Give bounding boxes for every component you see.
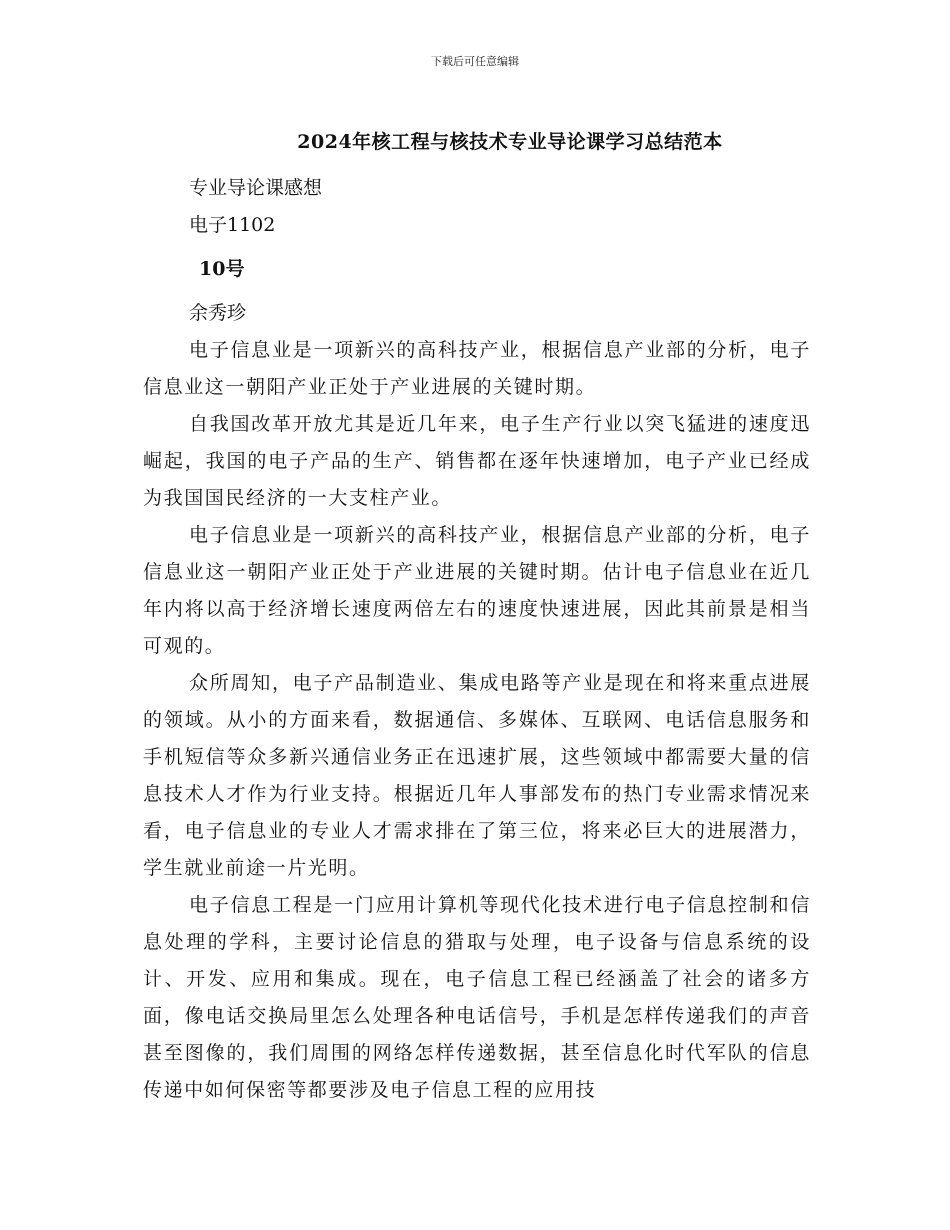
meta-author: 余秀珍 xyxy=(189,302,247,324)
meta-class: 电子1102 xyxy=(189,214,276,236)
document-title: 2024年核工程与核技术专业导论课学习总结范本 xyxy=(297,131,723,153)
paragraph: 电子信息业是一项新兴的高科技产业，根据信息产业部的分析，电子信息业这一朝阳产业正处于产业进展的关键时期。 xyxy=(143,339,811,398)
download-note: 下载后可任意编辑 xyxy=(431,55,519,68)
meta-subject: 专业导论课感想 xyxy=(189,177,323,199)
paragraph: 众所周知，电子产品制造业、集成电路等产业是现在和将来重点进展的领域。从小的方面来看，数据通信、多媒体、互联网、电话信息服务和手机短信等众多新兴通信业务正在迅速扩展，这些领域中都需要大量的信息技术人才作为行业支持。根据近几年人事部发布的热门专业需求情况来看，电子信息业的专业人才需求排在了第三位，将来必巨大的进展潜力，学生就业前途一片光明。 xyxy=(143,672,811,879)
paragraph: 自我国改革开放尤其是近几年来，电子生产行业以突飞猛进的速度迅崛起，我国的电子产品的生产、销售都在逐年快速增加，电子产业已经成为我国国民经济的一大支柱产业。 xyxy=(143,413,811,509)
meta-number: 10号 xyxy=(199,258,245,280)
document-body xyxy=(143,170,811,1109)
paragraph: 电子信息业是一项新兴的高科技产业，根据信息产业部的分析，电子信息业这一朝阳产业正处于产业进展的关键时期。估计电子信息业在近几年内将以高于经济增长速度两倍左右的速度快速进展，因此其前景是相当可观的。 xyxy=(143,524,811,657)
paragraph: 电子信息工程是一门应用计算机等现代化技术进行电子信息控制和信息处理的学科，主要讨论信息的猎取与处理，电子设备与信息系统的设计、开发、应用和集成。现在，电子信息工程已经涵盖了社会的诸多方面，像电话交换局里怎么处理各种电话信号，手机是怎样传递我们的声音甚至图像的，我们周围的网络怎样传递数据，甚至信息化时代军队的信息传递中如何保密等都要涉及电子信息工程的应用技 xyxy=(143,894,811,1101)
